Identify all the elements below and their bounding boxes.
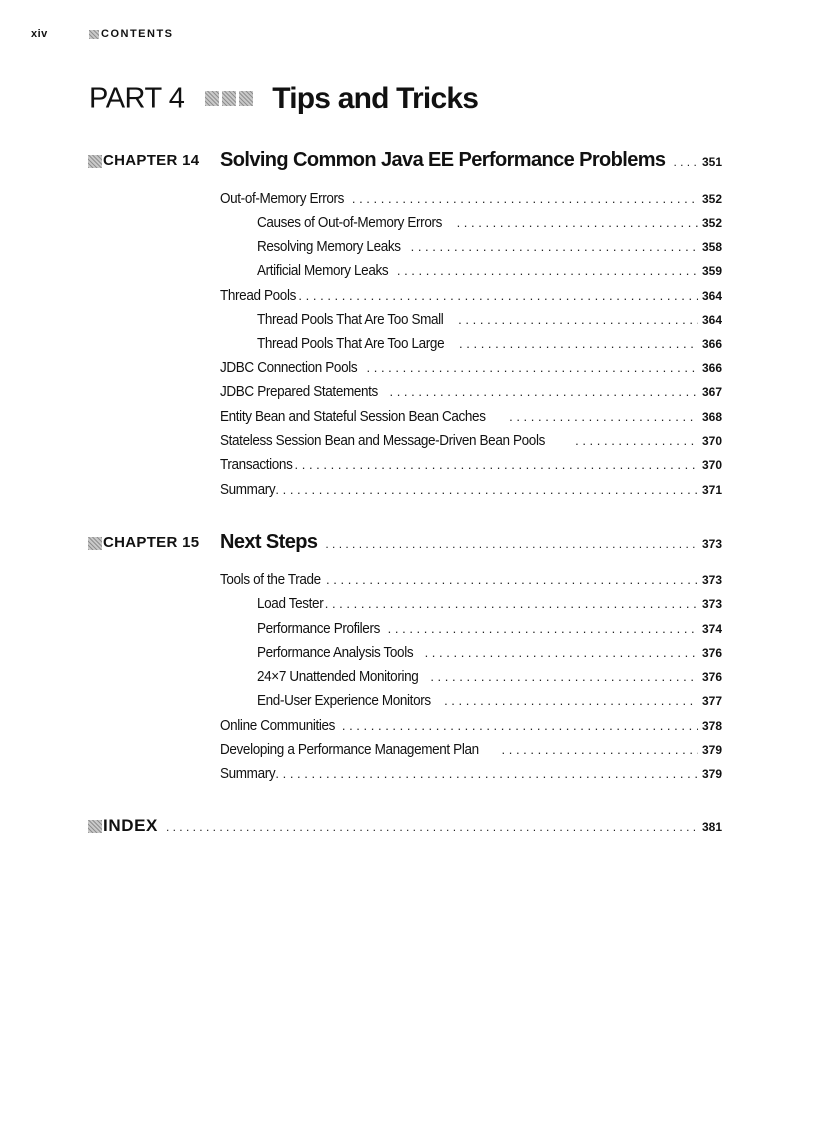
part-heading: [89, 82, 478, 122]
chapter-title: Next Steps: [220, 531, 318, 553]
entry-title: Thread Pools That Are Too Small: [257, 311, 444, 328]
entry-page: 371: [701, 483, 722, 497]
toc-entry[interactable]: [220, 432, 722, 454]
dot-leader: [275, 766, 698, 781]
dot-leader: [397, 263, 698, 278]
toc-entry[interactable]: [220, 383, 722, 405]
chapter-label-text: CHAPTER 14: [103, 152, 200, 169]
entry-title: Resolving Memory Leaks: [257, 238, 401, 255]
entry-page: 366: [701, 337, 722, 351]
toc-subentry[interactable]: [257, 214, 722, 236]
toc-entry[interactable]: [220, 717, 722, 739]
chapter-15-row[interactable]: [88, 531, 722, 557]
dot-leader: [502, 742, 698, 757]
entry-title: Load Tester: [257, 595, 324, 612]
chapter-page: 373: [701, 537, 722, 551]
dot-leader: [325, 537, 698, 551]
entry-page: 370: [701, 434, 722, 448]
toc-subentry[interactable]: [257, 335, 722, 357]
section-label: [89, 28, 174, 40]
entry-page: 352: [701, 192, 722, 206]
entry-title: Causes of Out-of-Memory Errors: [257, 214, 443, 231]
entry-page: 376: [701, 670, 722, 684]
toc-entry[interactable]: [220, 408, 722, 430]
entry-page: 364: [701, 313, 722, 327]
entry-page: 370: [701, 458, 722, 472]
toc-entry[interactable]: [220, 765, 722, 787]
part-hatch-squares: [205, 90, 256, 108]
toc-subentry[interactable]: [257, 644, 722, 666]
entry-page: 368: [701, 410, 722, 424]
dot-leader: [367, 360, 698, 375]
dot-leader: [352, 191, 698, 206]
index-row[interactable]: [88, 816, 722, 838]
entry-page: 359: [701, 264, 722, 278]
entry-page: 358: [701, 240, 722, 254]
entry-page: 373: [701, 597, 722, 611]
toc-entry[interactable]: [220, 190, 722, 212]
dot-leader: [575, 433, 698, 448]
toc-subentry[interactable]: [257, 692, 722, 714]
entry-title: Summary: [220, 481, 276, 498]
toc-subentry[interactable]: [257, 668, 722, 690]
running-header: [31, 28, 816, 44]
dot-leader: [326, 572, 698, 587]
dot-leader: [411, 239, 698, 254]
hatch-square-icon: [88, 820, 102, 833]
chapter-14-row[interactable]: [88, 149, 722, 175]
entry-title: Tools of the Trade: [220, 571, 321, 588]
entry-title: End-User Experience Monitors: [257, 692, 431, 709]
hatch-square-icon: [205, 91, 219, 106]
entry-page: 374: [701, 622, 722, 636]
hatch-square-icon: [222, 91, 236, 106]
dot-leader: [389, 384, 697, 399]
hatch-square-icon: [88, 155, 102, 168]
chapter-label: [88, 152, 199, 169]
entry-title: Entity Bean and Stateful Session Bean Caches: [220, 408, 486, 425]
entry-page: 364: [701, 289, 722, 303]
dot-leader: [673, 155, 698, 169]
entry-page: 366: [701, 361, 722, 375]
hatch-square-icon: [239, 91, 253, 106]
index-label: [88, 816, 158, 836]
index-label-text: INDEX: [103, 816, 158, 835]
dot-leader: [166, 820, 698, 834]
entry-page: 379: [701, 743, 722, 757]
dot-leader: [295, 457, 698, 472]
toc-entry[interactable]: [220, 481, 722, 503]
dot-leader: [275, 482, 698, 497]
entry-title: JDBC Prepared Statements: [220, 383, 378, 400]
toc-subentry[interactable]: [257, 620, 722, 642]
toc-subentry[interactable]: [257, 238, 722, 260]
entry-page: 352: [701, 216, 722, 230]
chapter-label: [88, 534, 199, 551]
entry-page: 378: [701, 719, 722, 733]
toc-entry[interactable]: [220, 287, 722, 309]
toc-entry[interactable]: [220, 456, 722, 478]
index-page: 381: [701, 820, 722, 834]
toc-subentry[interactable]: [257, 595, 722, 617]
dot-leader: [388, 621, 698, 636]
dot-leader: [458, 312, 698, 327]
entry-page: 377: [701, 694, 722, 708]
entry-title: Stateless Session Bean and Message-Driven Bean Pools: [220, 432, 545, 449]
page-number: xiv: [31, 28, 48, 40]
entry-page: 376: [701, 646, 722, 660]
chapter-label-text: CHAPTER 15: [103, 534, 200, 551]
hatch-square-icon: [88, 537, 102, 550]
entry-title: JDBC Connection Pools: [220, 359, 358, 376]
part-number: PART 4: [89, 82, 185, 115]
entry-title: Online Communities: [220, 717, 336, 734]
entry-page: 367: [701, 385, 722, 399]
entry-page: 379: [701, 767, 722, 781]
entry-title: Summary: [220, 765, 276, 782]
dot-leader: [325, 596, 698, 611]
chapter-page: 351: [701, 155, 722, 169]
section-label-text: CONTENTS: [101, 28, 174, 40]
dot-leader: [298, 288, 698, 303]
dot-leader: [459, 336, 698, 351]
entry-title: Performance Profilers: [257, 620, 380, 637]
entry-title: Out-of-Memory Errors: [220, 190, 345, 207]
toc-subentry[interactable]: [257, 262, 722, 284]
chapter-title: Solving Common Java EE Performance Problems: [220, 149, 666, 171]
part-title: Tips and Tricks: [272, 82, 479, 115]
entry-title: Performance Analysis Tools: [257, 644, 414, 661]
entry-title: Transactions: [220, 456, 293, 473]
toc-entry[interactable]: [220, 571, 722, 593]
hatch-square-icon: [89, 30, 99, 39]
entry-title: Artificial Memory Leaks: [257, 262, 389, 279]
entry-title: Developing a Performance Management Plan: [220, 741, 479, 758]
dot-leader: [457, 215, 698, 230]
toc-entry[interactable]: [220, 741, 722, 763]
toc-subentry[interactable]: [257, 311, 722, 333]
entry-page: 373: [701, 573, 722, 587]
entry-title: Thread Pools That Are Too Large: [257, 335, 445, 352]
entry-title: 24×7 Unattended Monitoring: [257, 668, 419, 685]
dot-leader: [430, 669, 698, 684]
dot-leader: [444, 693, 698, 708]
dot-leader: [342, 718, 698, 733]
dot-leader: [509, 409, 698, 424]
dot-leader: [425, 645, 698, 660]
entry-title: Thread Pools: [220, 287, 296, 304]
toc-entry[interactable]: [220, 359, 722, 381]
